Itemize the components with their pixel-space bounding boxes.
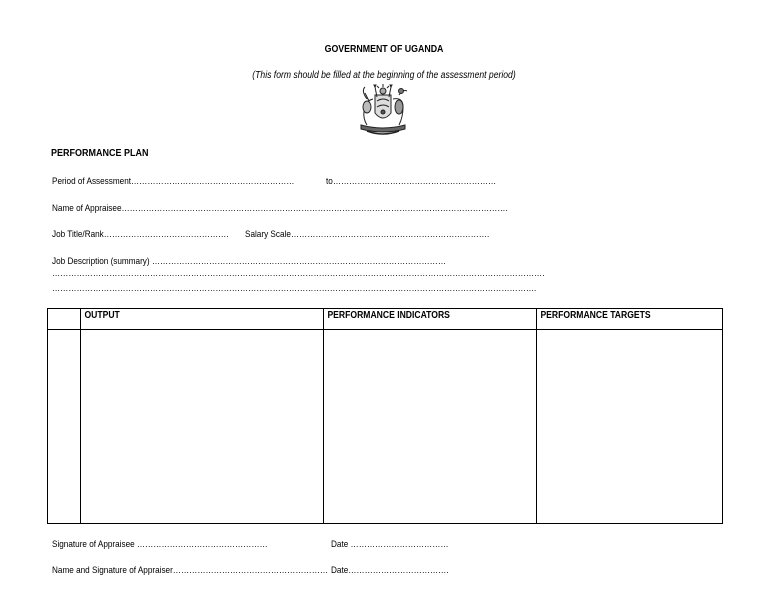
salary-scale-field: Salary Scale……………………………………………………………….: [245, 229, 490, 240]
document-title: GOVERNMENT OF UGANDA: [324, 44, 444, 55]
table-row: [48, 330, 723, 524]
table-header-row: [48, 309, 723, 330]
appraiser-date-field: Date……………………………….: [331, 565, 449, 576]
table-cell-index[interactable]: [48, 330, 81, 524]
period-to-field: to……………………………………………………: [326, 176, 497, 187]
column-header-output: OUTPUT: [81, 309, 324, 330]
column-header-performance-targets: PERFORMANCE TARGETS: [537, 309, 723, 330]
table-cell-targets[interactable]: [537, 330, 723, 524]
period-of-assessment-field: Period of Assessment……………………………………………………: [52, 176, 295, 187]
table-cell-output[interactable]: [81, 330, 324, 524]
appraiser-name-signature-field: Name and Signature of Appraiser…………………………………………………: [52, 565, 329, 576]
performance-plan-table: [47, 308, 723, 524]
job-description-field: Job Description (summary) ………………………………………………………………………………………………: [52, 256, 447, 267]
job-description-line-2: ……………………………………………………………………………………………………………………………………………………………….: [52, 268, 545, 279]
document-subtitle: (This form should be filled at the beginning of the assessment period): [252, 70, 516, 81]
table-cell-indicators[interactable]: [324, 330, 537, 524]
job-title-field: Job Title/Rank……………………………………….: [52, 229, 229, 240]
section-title: PERFORMANCE PLAN: [51, 148, 149, 159]
appraisee-date-field: Date ………………………………: [331, 539, 449, 550]
column-header-performance-indicators: PERFORMANCE INDICATORS: [324, 309, 537, 330]
name-of-appraisee-field: Name of Appraisee…………………………………………………………………………………………………………………………….: [52, 203, 508, 214]
job-description-line-3: …………………………………………………………………………………………………………………………………………………………….: [52, 283, 537, 294]
column-header-index: [48, 309, 81, 330]
signature-of-appraisee-field: Signature of Appraisee …………………………………………: [52, 539, 268, 550]
coat-of-arms-icon: [353, 83, 413, 137]
